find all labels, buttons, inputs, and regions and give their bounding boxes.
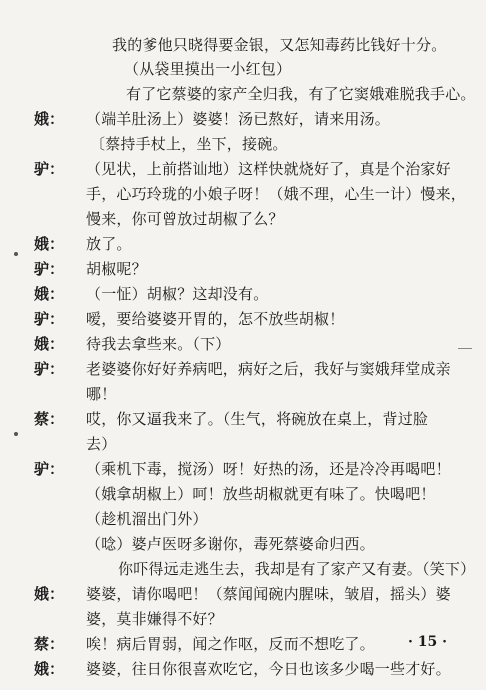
text-line: 慢来，你可曾放过胡椒了么？ — [86, 210, 284, 228]
text-line: 婆，莫非嫌得不好？ — [86, 610, 223, 628]
margin-mark — [14, 252, 18, 256]
text-line: 婆婆，往日你很喜欢吃它，今日也该多少喝一些才好。 — [86, 660, 451, 678]
text-line: （娥拿胡椒上）呵！放些胡椒就更有味了。快喝吧！ — [86, 485, 436, 503]
stage-direction: 〔蔡持手杖上，坐下，接碗。 — [90, 135, 288, 153]
speaker-label: 驴： — [34, 160, 65, 178]
speaker-label: 驴： — [34, 460, 65, 478]
text-line: 待我去拿些来。（下） — [86, 335, 231, 353]
speaker-label: 驴： — [34, 360, 65, 378]
text-line: （唸）婆卢医呀多谢你，毒死蔡婆命归西。 — [86, 535, 375, 553]
speaker-label: 娥： — [34, 335, 65, 353]
speaker-label: 娥： — [34, 110, 65, 128]
text-line: （从袋里摸出一小红包） — [124, 60, 292, 78]
text-line: 有了它蔡婆的家产全归我，有了它窦娥难脱我手心。 — [126, 85, 476, 103]
text-line: （见状，上前搭讪地）这样快就烧好了，真是个治家好 — [86, 160, 451, 178]
speaker-label: 驴： — [34, 310, 65, 328]
speaker-label: 娥： — [34, 235, 65, 253]
speaker-label: 驴： — [34, 260, 65, 278]
text-line: 唉！病后胃弱，闻之作呕，反而不想吃了。 — [86, 635, 375, 653]
text-line: 嗳，要给婆婆开胃的，怎不放些胡椒！ — [86, 310, 345, 328]
margin-mark — [458, 348, 472, 349]
text-line: 你吓得远走逃生去，我却是有了家产又有妻。（笑下） — [118, 560, 476, 578]
text-line: （趁机溜出门外） — [86, 510, 208, 528]
text-line: 去） — [86, 435, 117, 453]
text-line: 老婆婆你好好养病吧，病好之后，我好与窦娥拜堂成亲 — [86, 360, 451, 378]
speaker-label: 娥： — [34, 585, 65, 603]
speaker-label: 蔡： — [34, 410, 65, 428]
text-line: （一怔）胡椒？这却没有。 — [86, 285, 269, 303]
margin-mark — [14, 432, 18, 436]
speaker-label: 娥： — [34, 285, 65, 303]
text-line: （端羊肚汤上）婆婆！汤已熬好，请来用汤。 — [86, 110, 391, 128]
page-number: · 15 · — [408, 634, 447, 650]
text-line: 我的爹他只晓得要金银，又怎知毒药比钱好十分。 — [112, 36, 447, 54]
text-line: 胡椒呢？ — [86, 260, 147, 278]
speaker-label: 蔡： — [34, 635, 65, 653]
text-line: 哪！ — [86, 385, 117, 403]
text-line: （乘机下毒，搅汤）呀！好热的汤，还是冷冷再喝吧！ — [86, 460, 451, 478]
text-line: 放了。 — [86, 235, 132, 253]
text-line: 哎，你又逼我来了。（生气，将碗放在桌上，背过脸 — [86, 410, 429, 428]
text-line: 婆婆，请你喝吧！（蔡闻闻碗内腥味，皱眉，摇头）婆 — [86, 585, 451, 603]
speaker-label: 娥： — [34, 660, 65, 678]
text-line: 手，心巧玲珑的小娘子呀！（娥不理，心生一计）慢来， — [86, 185, 467, 203]
